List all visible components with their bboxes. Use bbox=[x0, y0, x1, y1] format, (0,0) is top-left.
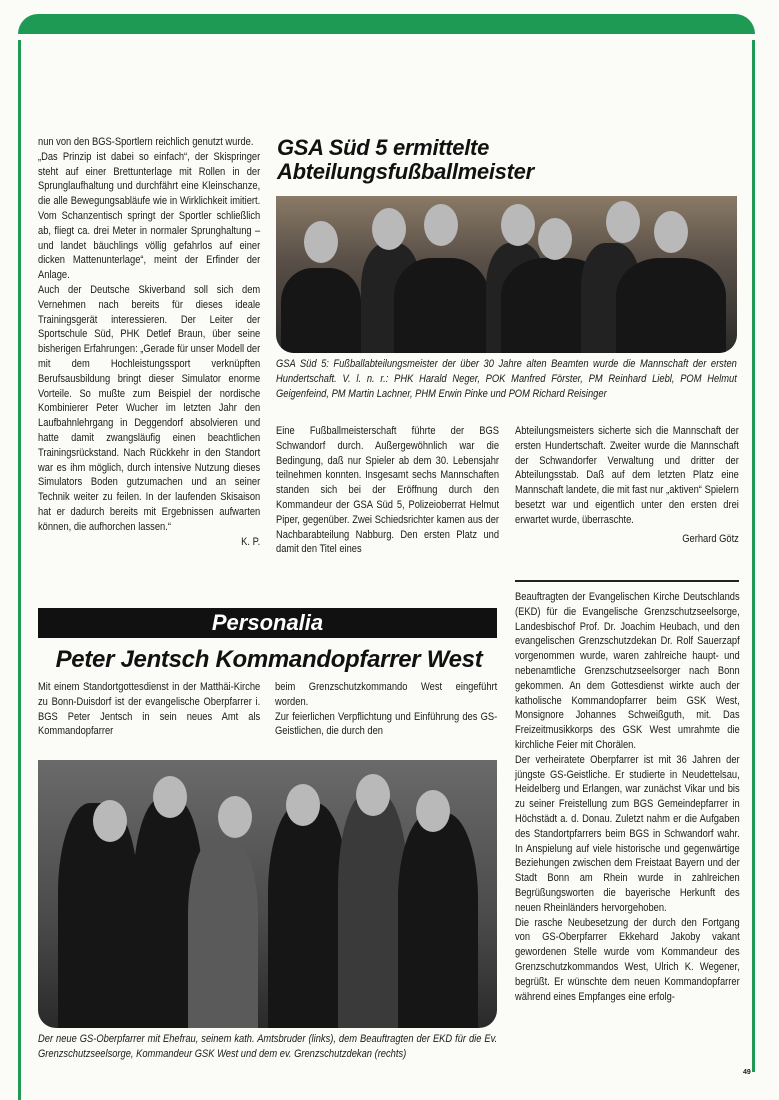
paragraph: Die rasche Neubesetzung der durch den Fortgang von GS-Oberpfarrer Ekkehard Jakoby vakant gewordenen Stelle wurde vom Kommandeur des Grenzschutzkommandos West, Ulrich K. Wegener, begrüßt. Er wünschte dem neuen Kommandopfarrer während eines Empfanges eine erfolg- bbox=[515, 916, 740, 1003]
page-number: 49 bbox=[743, 1069, 751, 1076]
paragraph: nun von den BGS-Sportlern reichlich genutzt wurde. bbox=[38, 136, 254, 148]
paragraph: „Das Prinzip ist dabei so einfach“, der Skispringer steht auf einer Brettunterlage mit Rollen in der Sprunglaufhaltung und durchfährt eine Kleinschanze, die alle Bewegungsabläufe wie in Wirklichkeit imitiert. Vom Schanzentisch springt der Sportler schließlich ab, fliegt ca. drei Meter in normaler Sprunghaltung – und landet bäuchlings völlig gefahrlos auf einer dicken Mattenunterlage“, meint der Erfinder der Anlage. bbox=[38, 150, 261, 282]
football-photo-caption: GSA Süd 5: Fußballabteilungsmeister der über 30 Jahre alten Beamten wurde die Mannschaft der ersten Hundertschaft. V. l. n. r.: PHK Harald Neger, POK Manfred Förster, PM Reinhard Liebl, POM Helmut Geigenfeind, PM Martin Lachner, PHM Erwin Pinke und POM Richard Reisinger bbox=[276, 358, 737, 400]
frame-inner-curve bbox=[21, 34, 752, 64]
section-label-personalia: Personalia bbox=[38, 608, 497, 638]
church-photo-caption: Der neue GS-Oberpfarrer mit Ehefrau, seinem kath. Amtsbruder (links), dem Beauftragten der EKD für die Ev. Grenzschutzseelsorge, Kommandeur GSK West und dem ev. Grenzschutzdekan (rechts) bbox=[38, 1033, 498, 1060]
headline-line: GSA Süd 5 ermittelte bbox=[277, 135, 490, 160]
paragraph: Der verheiratete Oberpfarrer ist mit 36 Jahren der jüngste GS-Geistliche. Er studierte in Neudettelsau, Heidelberg und Erlangen, war zunächst Vikar und bis zu seiner Freistellung zum BGS Gemeindepfarrer in Höchstädt a. d. Donau. Zuletzt nahm er die Aufgaben des Standortpfarrers beim BGS in Schwandorf wahr. In Anspielung auf viele historische und gegenwärtige Beziehungen zwischen dem Freistaat Bayern und der Stadt Bonn am Rhein wurde in zahlreichen Begrüßungsworten die bayerische Herkunft des neuen Rheinländers hervorgehoben. bbox=[515, 753, 740, 914]
personalia-right-column bbox=[515, 590, 740, 1004]
left-column-article bbox=[38, 135, 260, 549]
green-frame-top bbox=[18, 14, 755, 34]
personalia-column-1: Mit einem Standortgottesdienst in der Matthäi-Kirche zu Bonn-Duisdorf ist der evangelische Oberpfarrer i. BGS Peter Jentsch in sein neues Amt als Kommandopfarrer bbox=[38, 681, 261, 738]
personalia-column-2 bbox=[275, 680, 497, 739]
paragraph: beim Grenzschutzkommando West eingeführt worden. bbox=[275, 681, 498, 708]
church-ceremony-photo bbox=[38, 760, 497, 1028]
paragraph: Beauftragten der Evangelischen Kirche Deutschlands (EKD) für die Evangelische Grenzschutzseelsorge, Landesbischof Prof. Dr. Joachim Heubach, und den evangelischen Grenzschutzdekan Dr. Rolf Sauerzapf vorgenommen wurde, waren zahlreiche haupt- und nebenamtliche Grenzschutzseelsorger nach Bonn gekommen. An dem Gottesdienst wirkte auch der katholische Kommandopfarrer beim GSK West, Monsignore Johannes Schweißguth, mit. Das Freizeitmusikkorps des GSK West umrahmte die kirchliche Feier mit Chorälen. bbox=[515, 591, 740, 751]
football-column-1: Eine Fußballmeisterschaft führte der BGS Schwandorf durch. Außergewöhnlich war die Bedingung, daß nur Spieler ab dem 30. Lebensjahr teilnehmen konnten. Insgesamt sechs Mannschaften standen sich bei der Eröffnung durch den Kommandeur der GSA Süd 5, Polizeioberrat Helmut Piper, gegenüber. Zwei Schiedsrichter kamen aus der Nachbarabteilung Nabburg. Den ersten Platz und damit den Titel eines bbox=[276, 425, 500, 556]
football-headline bbox=[277, 136, 534, 184]
personalia-headline: Peter Jentsch Kommandopfarrer West bbox=[55, 646, 483, 673]
author: K. P. bbox=[241, 535, 261, 548]
green-frame-right bbox=[752, 40, 755, 1072]
paragraph: Auch der Deutsche Skiverband soll sich dem Vernehmen nach bereits für dieses ideale Trainingsgerät interessieren. Der Leiter der Sportschule Süd, PHK Detlef Braun, über seine bisherigen Erfahrungen: „Gerade für unser Modell der mit dem Hochleistungssport verknüpften Berufsausbildung bringt dieser Simulator enorme Vorteile. So mußte zum Beispiel der nordische Kombinierer Peter Wucher im letzten Jahr den Laufbahnlehrgang in Deggendorf absolvieren und hatte damit zwangsläufig einen beachtlichen Trainingsrückstand. Nach Rückkehr in den Standort war es ihm möglich, durch intensive Nutzung dieses Simulators Boden gutzumachen und an seiner Technik weiter zu feilen. In der laufenden Skisaison hat er dadurch bereits mit Ergebnissen aufwarten können, die aufhorchen lassen.“ bbox=[38, 283, 261, 533]
headline-line: Abteilungsfußballmeister bbox=[277, 159, 534, 184]
football-team-photo bbox=[276, 196, 737, 353]
green-frame-left bbox=[18, 40, 21, 1100]
section-divider bbox=[515, 580, 739, 582]
author: Gerhard Götz bbox=[682, 532, 739, 545]
football-column-2 bbox=[515, 424, 739, 546]
paragraph: Abteilungsmeisters sicherte sich die Mannschaft der ersten Hundertschaft. Zweiter wurde die Mannschaft der Schwandorfer Verwaltung und dritter der Abteilungsstab. Daß auf dem letzten Platz eine Mannschaft landete, die mit fast nur „aktiven“ Spielern besetzt war und eigentlich unter den ersten drei erwartet wurde, überraschte. bbox=[515, 425, 739, 526]
paragraph: Zur feierlichen Verpflichtung und Einführung des GS-Geistlichen, die durch den bbox=[275, 710, 498, 738]
